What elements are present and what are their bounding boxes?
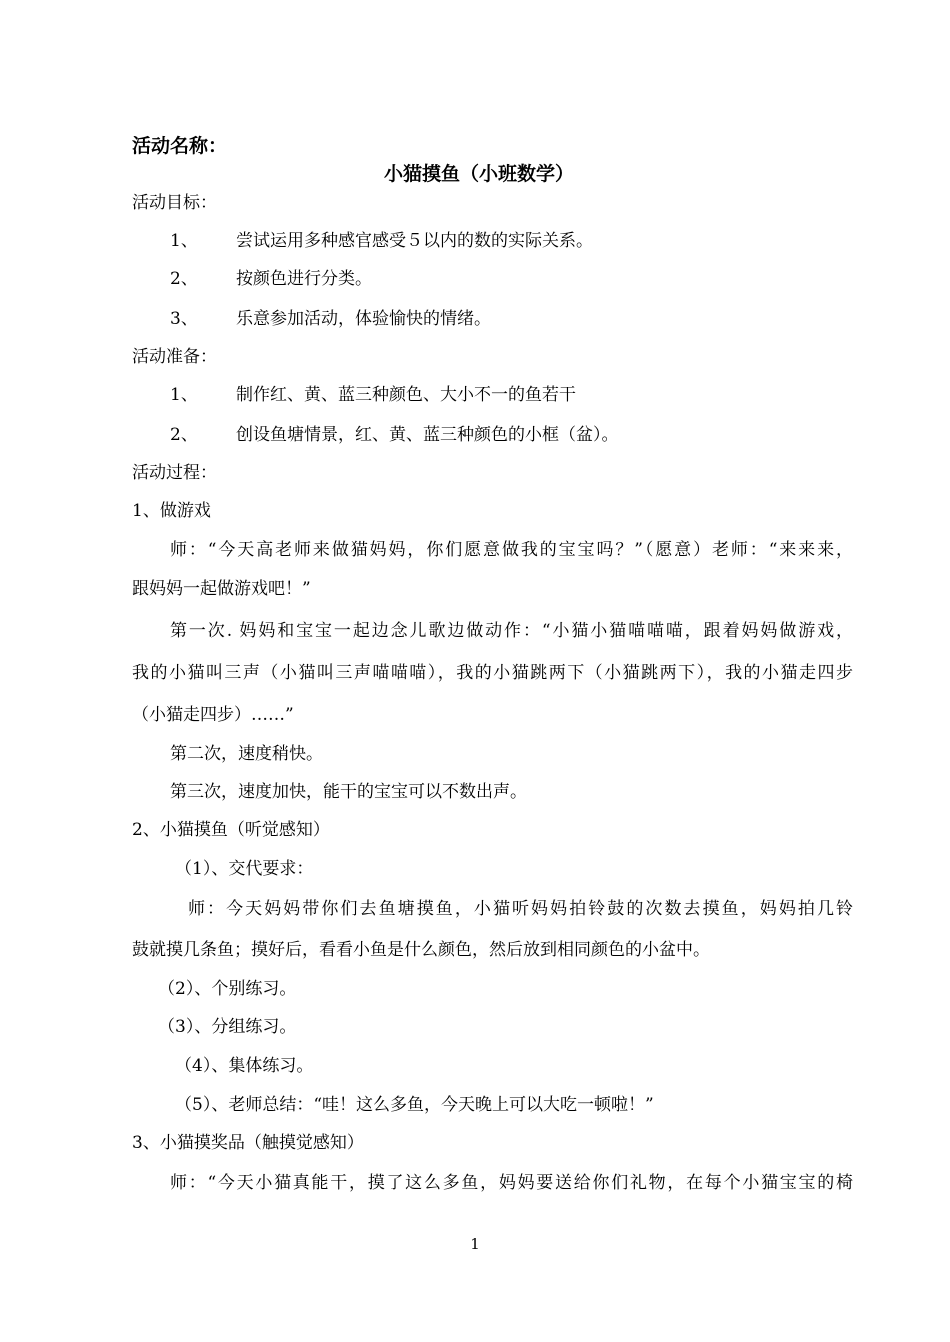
page-number: 1 [470,1235,480,1253]
goal-text: 按颜色进行分类。 [236,269,372,289]
sub-item: （4）、集体练习。 [175,1056,314,1076]
section-2-title: 2、小猫摸鱼（听觉感知） [132,820,330,840]
goals-label: 活动目标： [132,193,217,213]
paragraph-line: （小猫走四步）……” [132,705,294,725]
paragraph-line: 第三次，速度加快，能干的宝宝可以不数出声。 [170,782,527,802]
prep-text: 创设鱼塘情景，红、黄、蓝三种颜色的小框（盆）。 [236,425,619,445]
paragraph-line: 第二次，速度稍快。 [170,744,323,764]
goal-number: 3、 [170,309,198,329]
prep-number: 2、 [170,425,198,445]
paragraph-line: 师：今天妈妈带你们去鱼塘摸鱼，小猫听妈妈拍铃鼓的次数去摸鱼，妈妈拍几铃 [188,899,853,919]
prep-text: 制作红、黄、蓝三种颜色、大小不一的鱼若干 [236,385,576,405]
section-3-title: 3、小猫摸奖品（触摸觉感知） [132,1133,364,1153]
paragraph-line: 跟妈妈一起做游戏吧！” [132,579,311,599]
sub-item: （2）、个别练习。 [158,979,297,999]
goal-text: 尝试运用多种感官感受５以内的数的实际关系。 [236,231,593,251]
process-label: 活动过程： [132,463,217,483]
goal-number: 1、 [170,231,198,251]
paragraph-line: 我的小猫叫三声（小猫叫三声喵喵喵），我的小猫跳两下（小猫跳两下），我的小猫走四步 [132,663,853,683]
paragraph-line: 师：“今天高老师来做猫妈妈，你们愿意做我的宝宝吗？”（愿意）老师：“来来来， [170,540,853,560]
paragraph-line: 第一次. 妈妈和宝宝一起边念儿歌边做动作：“小猫小猫喵喵喵，跟着妈妈做游戏， [170,621,853,641]
goal-text: 乐意参加活动，体验愉快的情绪。 [236,309,491,329]
page-title: 小猫摸鱼（小班数学） [384,163,575,185]
paragraph-line: 鼓就摸几条鱼；摸好后，看看小鱼是什么颜色，然后放到相同颜色的小盆中。 [132,940,710,960]
paragraph-line: 师：“今天小猫真能干，摸了这么多鱼，妈妈要送给你们礼物，在每个小猫宝宝的椅 [170,1173,853,1193]
heading-label: 活动名称： [132,135,228,157]
section-1-title: 1、做游戏 [132,501,211,521]
sub-item: （3）、分组练习。 [158,1017,297,1037]
prep-number: 1、 [170,385,198,405]
goal-number: 2、 [170,269,198,289]
sub-item: （5）、老师总结：“哇！这么多鱼，今天晚上可以大吃一顿啦！” [175,1095,654,1115]
sub-item: （1）、交代要求： [175,859,314,879]
prep-label: 活动准备： [132,347,217,367]
